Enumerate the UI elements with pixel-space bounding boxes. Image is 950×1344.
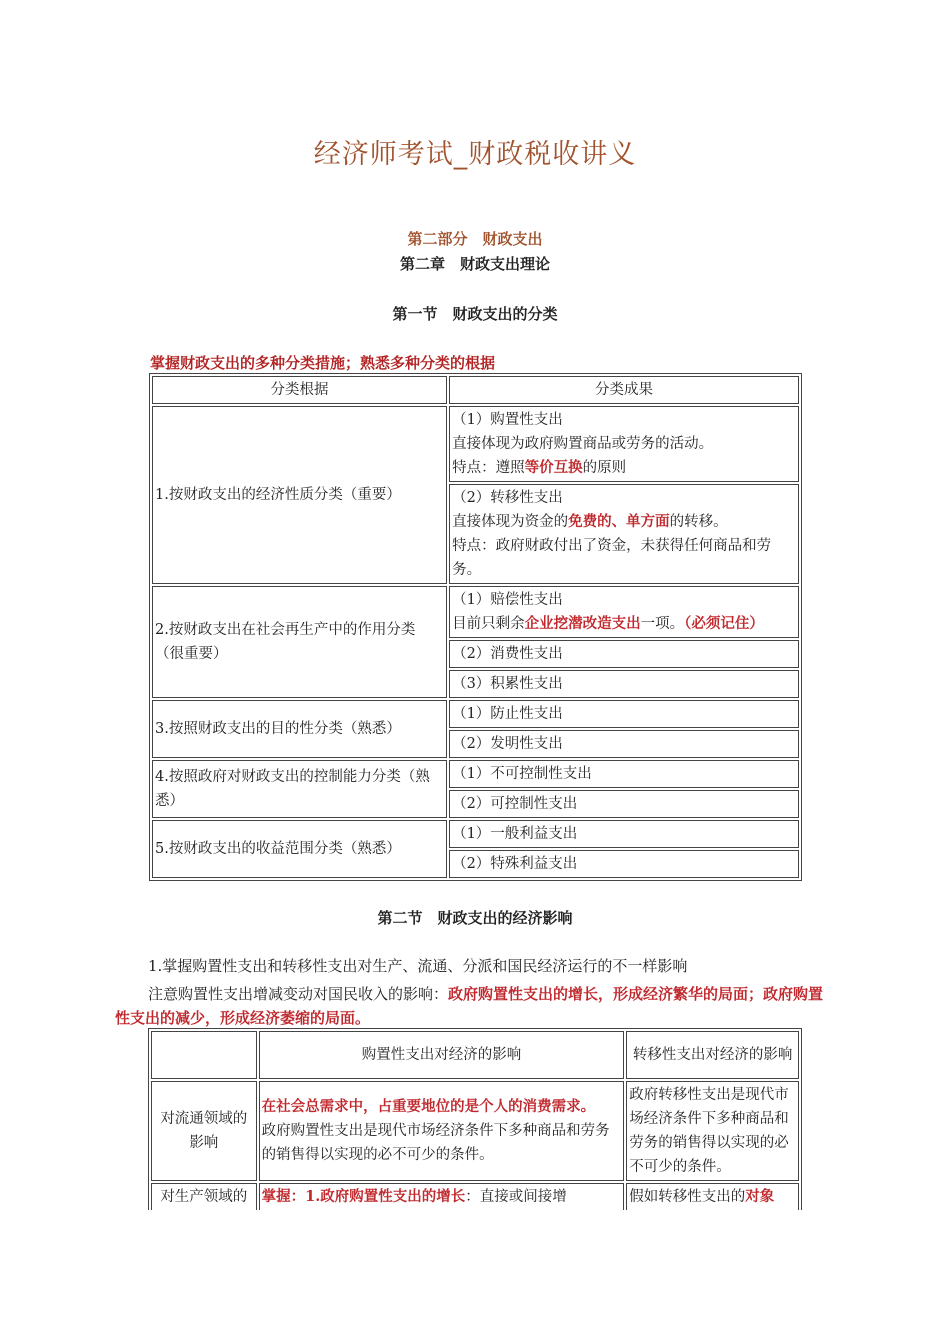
header-result: 分类成果 <box>449 376 799 404</box>
section1-heading: 第一节 财政支出的分类 <box>392 305 558 323</box>
section2-heading: 第二节 财政支出的经济影响 <box>377 909 573 927</box>
basis-benefit-scope: 5.按财政支出的收益范围分类（熟悉） <box>152 820 447 878</box>
basis-reproduction-role: 2.按财政支出在社会再生产中的作用分类（很重要） <box>152 586 447 698</box>
item-feature: 特点：政府财政付出了资金，未获得任何商品和劳务。 <box>452 538 772 578</box>
chapter-heading: 第二章 财政支出理论 <box>399 255 550 273</box>
result-transfer-expenditure <box>449 484 799 584</box>
impact-header-purchase: 购置性支出对经济的影响 <box>259 1031 625 1079</box>
impact-production-transfer: 假如转移性支出的对象 <box>626 1183 799 1210</box>
section2-para2: 注意购置性支出增减变动对国民收入的影响：政府购置性支出的增长，形成经济繁华的局面；政府购置性支出的减少，形成经济萎缩的局面。 <box>115 985 824 1027</box>
header-basis: 分类根据 <box>152 376 447 404</box>
impact-table <box>148 1028 802 1210</box>
result-special-benefit-expenditure: （2）特殊利益支出 <box>449 850 799 878</box>
basis-purpose: 3.按照财政支出的目的性分类（熟悉） <box>152 700 447 758</box>
item-name: （2）转移性支出 <box>452 490 563 506</box>
impact-circulation-purchase: 在社会总需求中，占重要地位的是个人的消费需求。 政府购置性支出是现代市场经济条件下多种商品和劳务的销售得以实现的必不可少的条件。 <box>259 1081 625 1181</box>
item-feature: 特点：遵照等价互换的原则 <box>452 459 627 476</box>
item-desc: 目前只剩余企业挖潜改造支出一项。（必须记住） <box>452 615 764 632</box>
basis-control-ability: 4.按照政府对财政支出的控制能力分类（熟悉） <box>152 760 447 818</box>
impact-circulation-transfer: 政府转移性支出是现代市场经济条件下多种商品和劳务的销售得以实现的必不可少的条件。 <box>626 1081 799 1181</box>
impact-production-purchase: 掌握：1.政府购置性支出的增长：直接或间接增 <box>259 1183 625 1210</box>
result-accumulation-expenditure: （3）积累性支出 <box>449 670 799 698</box>
impact-header-transfer: 转移性支出对经济的影响 <box>626 1031 799 1079</box>
section1-requirement: 掌握财政支出的多种分类措施；熟悉多种分类的根据 <box>150 354 496 372</box>
result-general-benefit-expenditure: （1）一般利益支出 <box>449 820 799 848</box>
result-preventive-expenditure: （1）防止性支出 <box>449 700 799 728</box>
result-creative-expenditure: （2）发明性支出 <box>449 730 799 758</box>
part-heading: 第二部分 财政支出 <box>407 230 543 248</box>
result-uncontrollable-expenditure: （1）不可控制性支出 <box>449 760 799 788</box>
item-name: （1）赔偿性支出 <box>452 592 563 608</box>
result-controllable-expenditure: （2）可控制性支出 <box>449 790 799 818</box>
classification-table <box>149 373 802 881</box>
basis-economic-nature: 1.按财政支出的经济性质分类（重要） <box>152 406 447 584</box>
impact-table-clip <box>148 1028 804 1210</box>
item-desc: 直接体现为政府购置商品或劳务的活动。 <box>452 436 714 452</box>
document-title: 经济师考试_财政税收讲义 <box>313 139 637 170</box>
item-desc: 直接体现为资金的免费的、单方面的转移。 <box>452 513 728 530</box>
impact-header-blank <box>151 1031 257 1079</box>
impact-row-circulation-label: 对流通领域的影响 <box>151 1081 257 1181</box>
section2-para1: 1.掌握购置性支出和转移性支出对生产、流通、分派和国民经济运行的不一样影响 <box>148 957 688 975</box>
item-name: （1）购置性支出 <box>452 412 563 428</box>
impact-row-production-label: 对生产领域的 <box>151 1183 257 1210</box>
result-consumption-expenditure: （2）消费性支出 <box>449 640 799 668</box>
result-compensation-expenditure <box>449 586 799 638</box>
result-purchase-expenditure <box>449 406 799 482</box>
